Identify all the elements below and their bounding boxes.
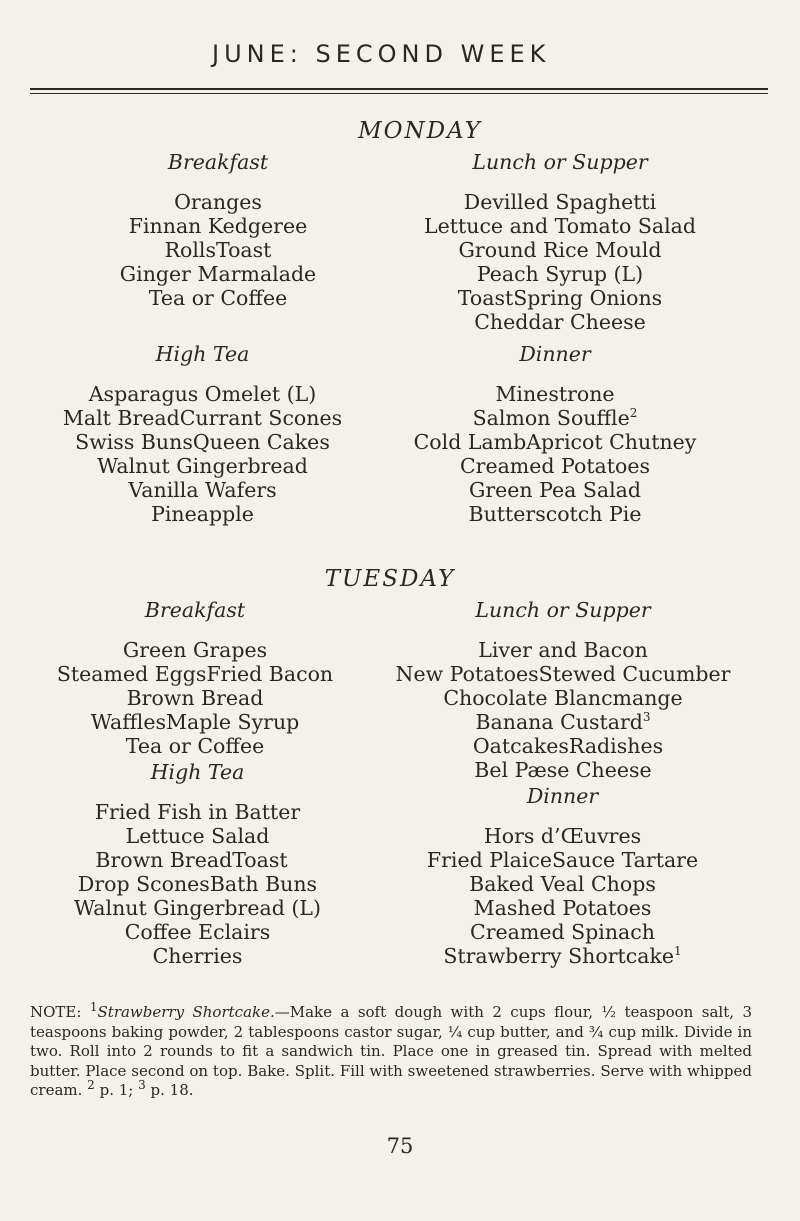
day-heading-monday: MONDAY (358, 118, 482, 144)
menu-item: Butterscotch Pie (468, 502, 642, 526)
meal-title: Dinner (519, 342, 591, 366)
menu-item: Cheddar Cheese (474, 310, 646, 334)
menu-item: Oatcakes (472, 734, 569, 758)
page-number: 75 (386, 1134, 414, 1158)
page-header: JUNE: SECOND WEEK (212, 40, 551, 68)
menu-item: Oranges (174, 190, 262, 214)
monday-high-tea (30, 342, 375, 526)
menu-item-pair (30, 406, 375, 430)
tuesday-lunch (378, 598, 748, 782)
meal-title: Breakfast (167, 150, 269, 174)
menu-item: Fried Plaice (426, 848, 552, 872)
meal-title: Lunch or Supper (475, 598, 651, 622)
menu-item: Lettuce and Tomato Salad (424, 214, 696, 238)
footnote-ref: 2 (629, 406, 638, 421)
menu-item: Vanilla Wafers (128, 478, 277, 502)
menu-item: Bath Buns (209, 872, 318, 896)
header-rule-thin (30, 93, 768, 94)
menu-item-pair (395, 286, 725, 310)
menu-item: Peach Syrup (L) (476, 262, 644, 286)
menu-item: Asparagus Omelet (L) (88, 382, 317, 406)
menu-item: Toast (216, 238, 272, 262)
menu-item: Walnut Gingerbread (97, 454, 308, 478)
menu-item: Brown Bread (126, 686, 264, 710)
menu-item-pair (378, 662, 748, 686)
day-heading-tuesday: TUESDAY (324, 566, 456, 592)
menu-item-pair (30, 662, 360, 686)
menu-item-with-note (385, 406, 725, 430)
menu-item: Creamed Spinach (470, 920, 655, 944)
menu-item: Strawberry Shortcake (443, 944, 675, 968)
menu-item: Minestrone (495, 382, 615, 406)
menu-item: Rolls (164, 238, 216, 262)
menu-item: Salmon Souffle (472, 406, 630, 430)
monday-dinner (385, 342, 725, 526)
menu-item-with-note (395, 944, 730, 968)
menu-item: Fried Bacon (206, 662, 334, 686)
menu-item: Chocolate Blancmange (443, 686, 683, 710)
menu-item: Green Grapes (122, 638, 268, 662)
menu-item-pair (378, 734, 748, 758)
meal-title: High Tea (150, 760, 245, 784)
menu-item: Currant Scones (179, 406, 343, 430)
menu-item: Tea or Coffee (148, 286, 288, 310)
menu-item: Sauce Tartare (552, 848, 699, 872)
note-recipe-title: Strawberry Shortcake. (97, 1003, 275, 1021)
menu-item-with-note (378, 710, 748, 734)
menu-item: Pineapple (151, 502, 254, 526)
menu-item-pair (385, 430, 725, 454)
menu-item: Ginger Marmalade (119, 262, 317, 286)
footnote-ref: 2 (87, 1078, 95, 1092)
meal-title: Dinner (526, 784, 599, 808)
menu-item: Swiss Buns (75, 430, 193, 454)
footnote-ref: 3 (138, 1078, 146, 1092)
menu-item: Cherries (152, 944, 243, 968)
note-label: NOTE: (30, 1003, 82, 1021)
menu-item: Toast (232, 848, 288, 872)
menu-item: Walnut Gingerbread (L) (74, 896, 321, 920)
meal-title: Breakfast (144, 598, 246, 622)
menu-item: Maple Syrup (166, 710, 300, 734)
menu-item-pair (30, 430, 375, 454)
menu-item-pair (30, 848, 365, 872)
menu-item: Steamed Eggs (56, 662, 207, 686)
tuesday-dinner (395, 784, 730, 968)
tuesday-high-tea (30, 760, 365, 968)
monday-breakfast (118, 150, 318, 310)
menu-item: Toast (457, 286, 514, 310)
meal-title: Lunch or Supper (472, 150, 648, 174)
menu-item: Devilled Spaghetti (463, 190, 657, 214)
menu-item: Finnan Kedgeree (128, 214, 308, 238)
menu-item-pair (118, 238, 318, 262)
footnote-ref: 1 (674, 944, 682, 959)
menu-item: Spring Onions (513, 286, 663, 310)
menu-item: Malt Bread (62, 406, 180, 430)
menu-item: Apricot Chutney (526, 430, 697, 454)
header-rule (30, 88, 768, 90)
menu-item: Coffee Eclairs (124, 920, 271, 944)
footnote-page: p. 18. (150, 1081, 194, 1099)
monday-lunch (395, 150, 725, 334)
menu-item: Drop Scones (77, 872, 210, 896)
menu-item: Banana Custard (475, 710, 643, 734)
menu-item-pair (30, 872, 365, 896)
menu-item: Cold Lamb (413, 430, 527, 454)
menu-item: Baked Veal Chops (469, 872, 656, 896)
menu-item: Creamed Potatoes (459, 454, 651, 478)
menu-item: Lettuce Salad (125, 824, 270, 848)
menu-item: Queen Cakes (192, 430, 330, 454)
menu-item: New Potatoes (395, 662, 539, 686)
menu-item: Liver and Bacon (478, 638, 648, 662)
menu-item: Bel Pæse Cheese (474, 758, 652, 782)
menu-item-pair (30, 710, 360, 734)
tuesday-breakfast (30, 598, 360, 758)
footnote-ref: 3 (642, 710, 651, 725)
menu-item: Radishes (568, 734, 664, 758)
footnote-page: p. 1; (99, 1081, 134, 1099)
menu-item: Brown Bread (95, 848, 233, 872)
footnote-ref: 1 (89, 1000, 98, 1014)
meal-title: High Tea (155, 342, 250, 366)
menu-item: Waffles (90, 710, 166, 734)
menu-item: Fried Fish in Batter (94, 800, 301, 824)
menu-item: Hors d’Œuvres (483, 824, 642, 848)
note-text: —Make a soft dough with 2 cups flour, ½ teaspoon salt, 3 teaspoons baking powder, 2 tablespoons castor sugar, ¼ cup butter, and ¾ cup milk. Divide in two. Roll into 2 rounds to fit a sandwich tin. Place one in greased tin. Spread with melted butter. Place second on top. Bake. Split. Fill with sweetened strawberries. Serve with whipped cream. (30, 1003, 752, 1099)
menu-item: Tea or Coffee (125, 734, 265, 758)
menu-item: Mashed Potatoes (473, 896, 652, 920)
menu-item: Green Pea Salad (468, 478, 642, 502)
menu-item: Ground Rice Mould (458, 238, 662, 262)
menu-item-pair (395, 848, 730, 872)
recipe-note (30, 1000, 752, 1101)
menu-item: Stewed Cucumber (538, 662, 731, 686)
